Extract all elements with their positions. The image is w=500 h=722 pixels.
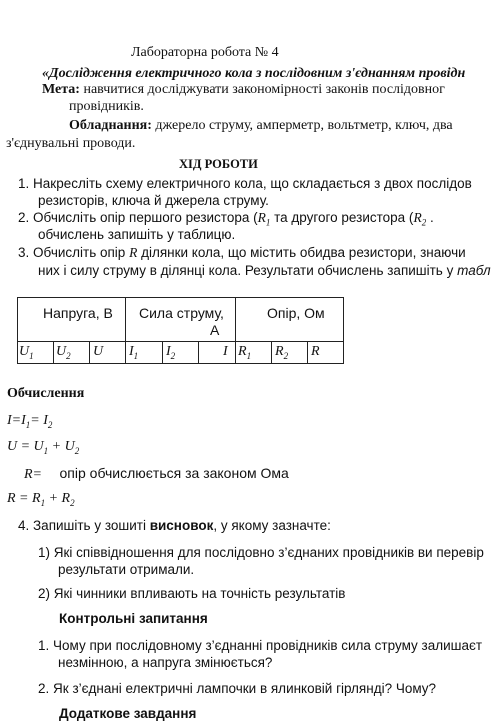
step-2-text-b: та другого резистора ( bbox=[270, 210, 414, 225]
step-1-text-1: Накресліть схему електричного кола, що складається з двох послідов bbox=[33, 176, 472, 191]
step-4-sub-1 bbox=[38, 545, 484, 560]
control-q2-text: Як з’єднані електричні лампочки в ялинковій гірлянді? Чому? bbox=[53, 681, 437, 696]
equipment-text-2: з'єднувальні проводи. bbox=[6, 136, 136, 151]
r2-symbol: R bbox=[413, 210, 422, 225]
header-current-unit: А bbox=[210, 322, 220, 338]
step-4-sub-2-num: 2) bbox=[38, 586, 51, 601]
cell-r2-sub: 2 bbox=[283, 350, 289, 361]
formula-current bbox=[7, 413, 52, 430]
step-3-text-b: ділянки кола, що містить обидва резистори, знаючи bbox=[137, 245, 466, 260]
formula-current-b: = I bbox=[30, 413, 48, 428]
goal-label: Мета: bbox=[42, 82, 80, 97]
equipment-line-1 bbox=[69, 118, 453, 134]
formula-current-a: I=I bbox=[7, 413, 26, 428]
cell-i1 bbox=[129, 344, 138, 361]
cell-i: I bbox=[223, 344, 228, 359]
cell-u2-sub: 2 bbox=[66, 350, 71, 361]
step-2-text-a: Обчисліть опір першого резистора ( bbox=[33, 210, 258, 225]
step-3-text-a: Обчисліть опір bbox=[33, 245, 130, 260]
formula-voltage-sub1: 1 bbox=[43, 445, 49, 456]
cell-i2-sub: 2 bbox=[170, 350, 176, 361]
step-3-num: 3. bbox=[18, 245, 30, 260]
formula-ohm-symbol: R= bbox=[24, 467, 42, 482]
control-q1-num: 1. bbox=[38, 638, 50, 653]
step-2-text-c: . bbox=[426, 210, 434, 225]
control-q1-text-1: Чому при послідовному з’єднанні провідників сила струму залишаєт bbox=[53, 638, 483, 653]
formula-resistance-b: + R bbox=[45, 491, 71, 506]
formula-voltage bbox=[7, 439, 79, 456]
formula-resistance bbox=[7, 491, 75, 508]
lab-title: Лабораторна робота № 4 bbox=[131, 45, 279, 60]
formula-resistance-ohm bbox=[24, 465, 289, 483]
cell-u2 bbox=[56, 344, 71, 361]
calc-heading: Обчислення bbox=[7, 386, 85, 401]
r1-symbol: R bbox=[257, 210, 266, 225]
formula-resistance-sub1: 1 bbox=[40, 497, 46, 508]
cell-i2 bbox=[166, 344, 175, 361]
goal-line-1 bbox=[42, 82, 445, 98]
progress-heading: ХІД РОБОТИ bbox=[179, 157, 258, 171]
r1-subscript: 1 bbox=[265, 217, 271, 228]
cell-r1-symbol: R bbox=[238, 344, 247, 359]
control-q2-num: 2. bbox=[38, 681, 50, 696]
header-voltage: Напруга, В bbox=[43, 305, 113, 321]
step-4-sub-1-text-2: результати отримали. bbox=[58, 562, 195, 577]
formula-voltage-a: U = U bbox=[7, 439, 44, 454]
r2-subscript: 2 bbox=[421, 217, 427, 228]
step-2 bbox=[18, 210, 434, 228]
cell-u1 bbox=[19, 344, 34, 361]
formula-current-sub1: 1 bbox=[25, 419, 31, 430]
step-2-num: 2. bbox=[18, 210, 30, 225]
cell-r2-symbol: R bbox=[275, 344, 284, 359]
step-4-text-c: , у якому зазначте: bbox=[213, 518, 331, 533]
step-3-text-2a: них і силу струму в ділянці кола. Результати обчислень запишіть у bbox=[38, 263, 458, 278]
formula-resistance-a: R = R bbox=[7, 491, 41, 506]
cell-r: R bbox=[311, 344, 320, 359]
goal-text-1: навчитися досліджувати закономірності законів послідовног bbox=[83, 82, 445, 97]
formula-resistance-sub2: 2 bbox=[70, 497, 75, 508]
header-resistance: Опір, Ом bbox=[267, 305, 325, 321]
control-heading: Контрольні запитання bbox=[59, 611, 208, 626]
step-4 bbox=[18, 518, 331, 533]
step-4-num: 4. bbox=[18, 518, 30, 533]
cell-u1-symbol: U bbox=[19, 344, 30, 359]
formula-voltage-b: + U bbox=[48, 439, 75, 454]
step-4-sub-2 bbox=[38, 586, 345, 601]
formula-current-sub2: 2 bbox=[47, 419, 53, 430]
control-q2 bbox=[38, 681, 436, 696]
step-4-sub-2-text: Які чинники впливають на точність результатів bbox=[53, 586, 346, 601]
cell-r2 bbox=[275, 344, 288, 361]
header-current: Сила струму, bbox=[139, 305, 224, 321]
cell-i1-sub: 1 bbox=[133, 350, 139, 361]
step-2-text-2: обчислень запишіть у таблицю. bbox=[38, 227, 236, 242]
goal-text-2: провідників. bbox=[69, 99, 144, 114]
step-1-num: 1. bbox=[18, 176, 30, 191]
formula-voltage-sub2: 2 bbox=[74, 445, 80, 456]
step-3-line-2 bbox=[38, 263, 491, 278]
step-3-text-2b: табл bbox=[457, 263, 491, 278]
control-q1-text-2: незмінною, а напруга змінюється? bbox=[58, 655, 273, 670]
step-4-sub-1-num: 1) bbox=[38, 545, 51, 560]
step-4-text-a: Запишіть у зошиті bbox=[33, 518, 150, 533]
equipment-label: Обладнання: bbox=[69, 118, 152, 133]
lab-subtitle: «Дослідження електричного кола з послідовним з'єднанням провідн bbox=[42, 66, 466, 81]
cell-r1 bbox=[238, 344, 251, 361]
cell-u1-sub: 1 bbox=[29, 350, 34, 361]
cell-r1-sub: 1 bbox=[246, 350, 252, 361]
cell-i1-symbol: I bbox=[129, 344, 134, 359]
step-4-conclusion: висновок bbox=[149, 518, 214, 533]
r-symbol: R bbox=[129, 245, 138, 260]
cell-u2-symbol: U bbox=[56, 344, 67, 359]
equipment-text-1: джерело струму, амперметр, вольтметр, ключ, два bbox=[155, 118, 453, 133]
step-1-text-2: резисторів, ключа й джерела струму. bbox=[38, 193, 269, 208]
cell-u: U bbox=[93, 344, 104, 359]
control-q1 bbox=[38, 638, 482, 653]
results-table bbox=[17, 297, 344, 364]
step-1 bbox=[18, 176, 472, 191]
step-3 bbox=[18, 245, 466, 261]
cell-i2-symbol: I bbox=[166, 344, 171, 359]
formula-ohm-text: опір обчислюється за законом Ома bbox=[59, 465, 289, 481]
extra-heading: Додаткове завдання bbox=[59, 706, 197, 721]
step-4-sub-1-text-1: Які співвідношення для послідовно з’єднаних провідників ви перевір bbox=[53, 545, 484, 560]
